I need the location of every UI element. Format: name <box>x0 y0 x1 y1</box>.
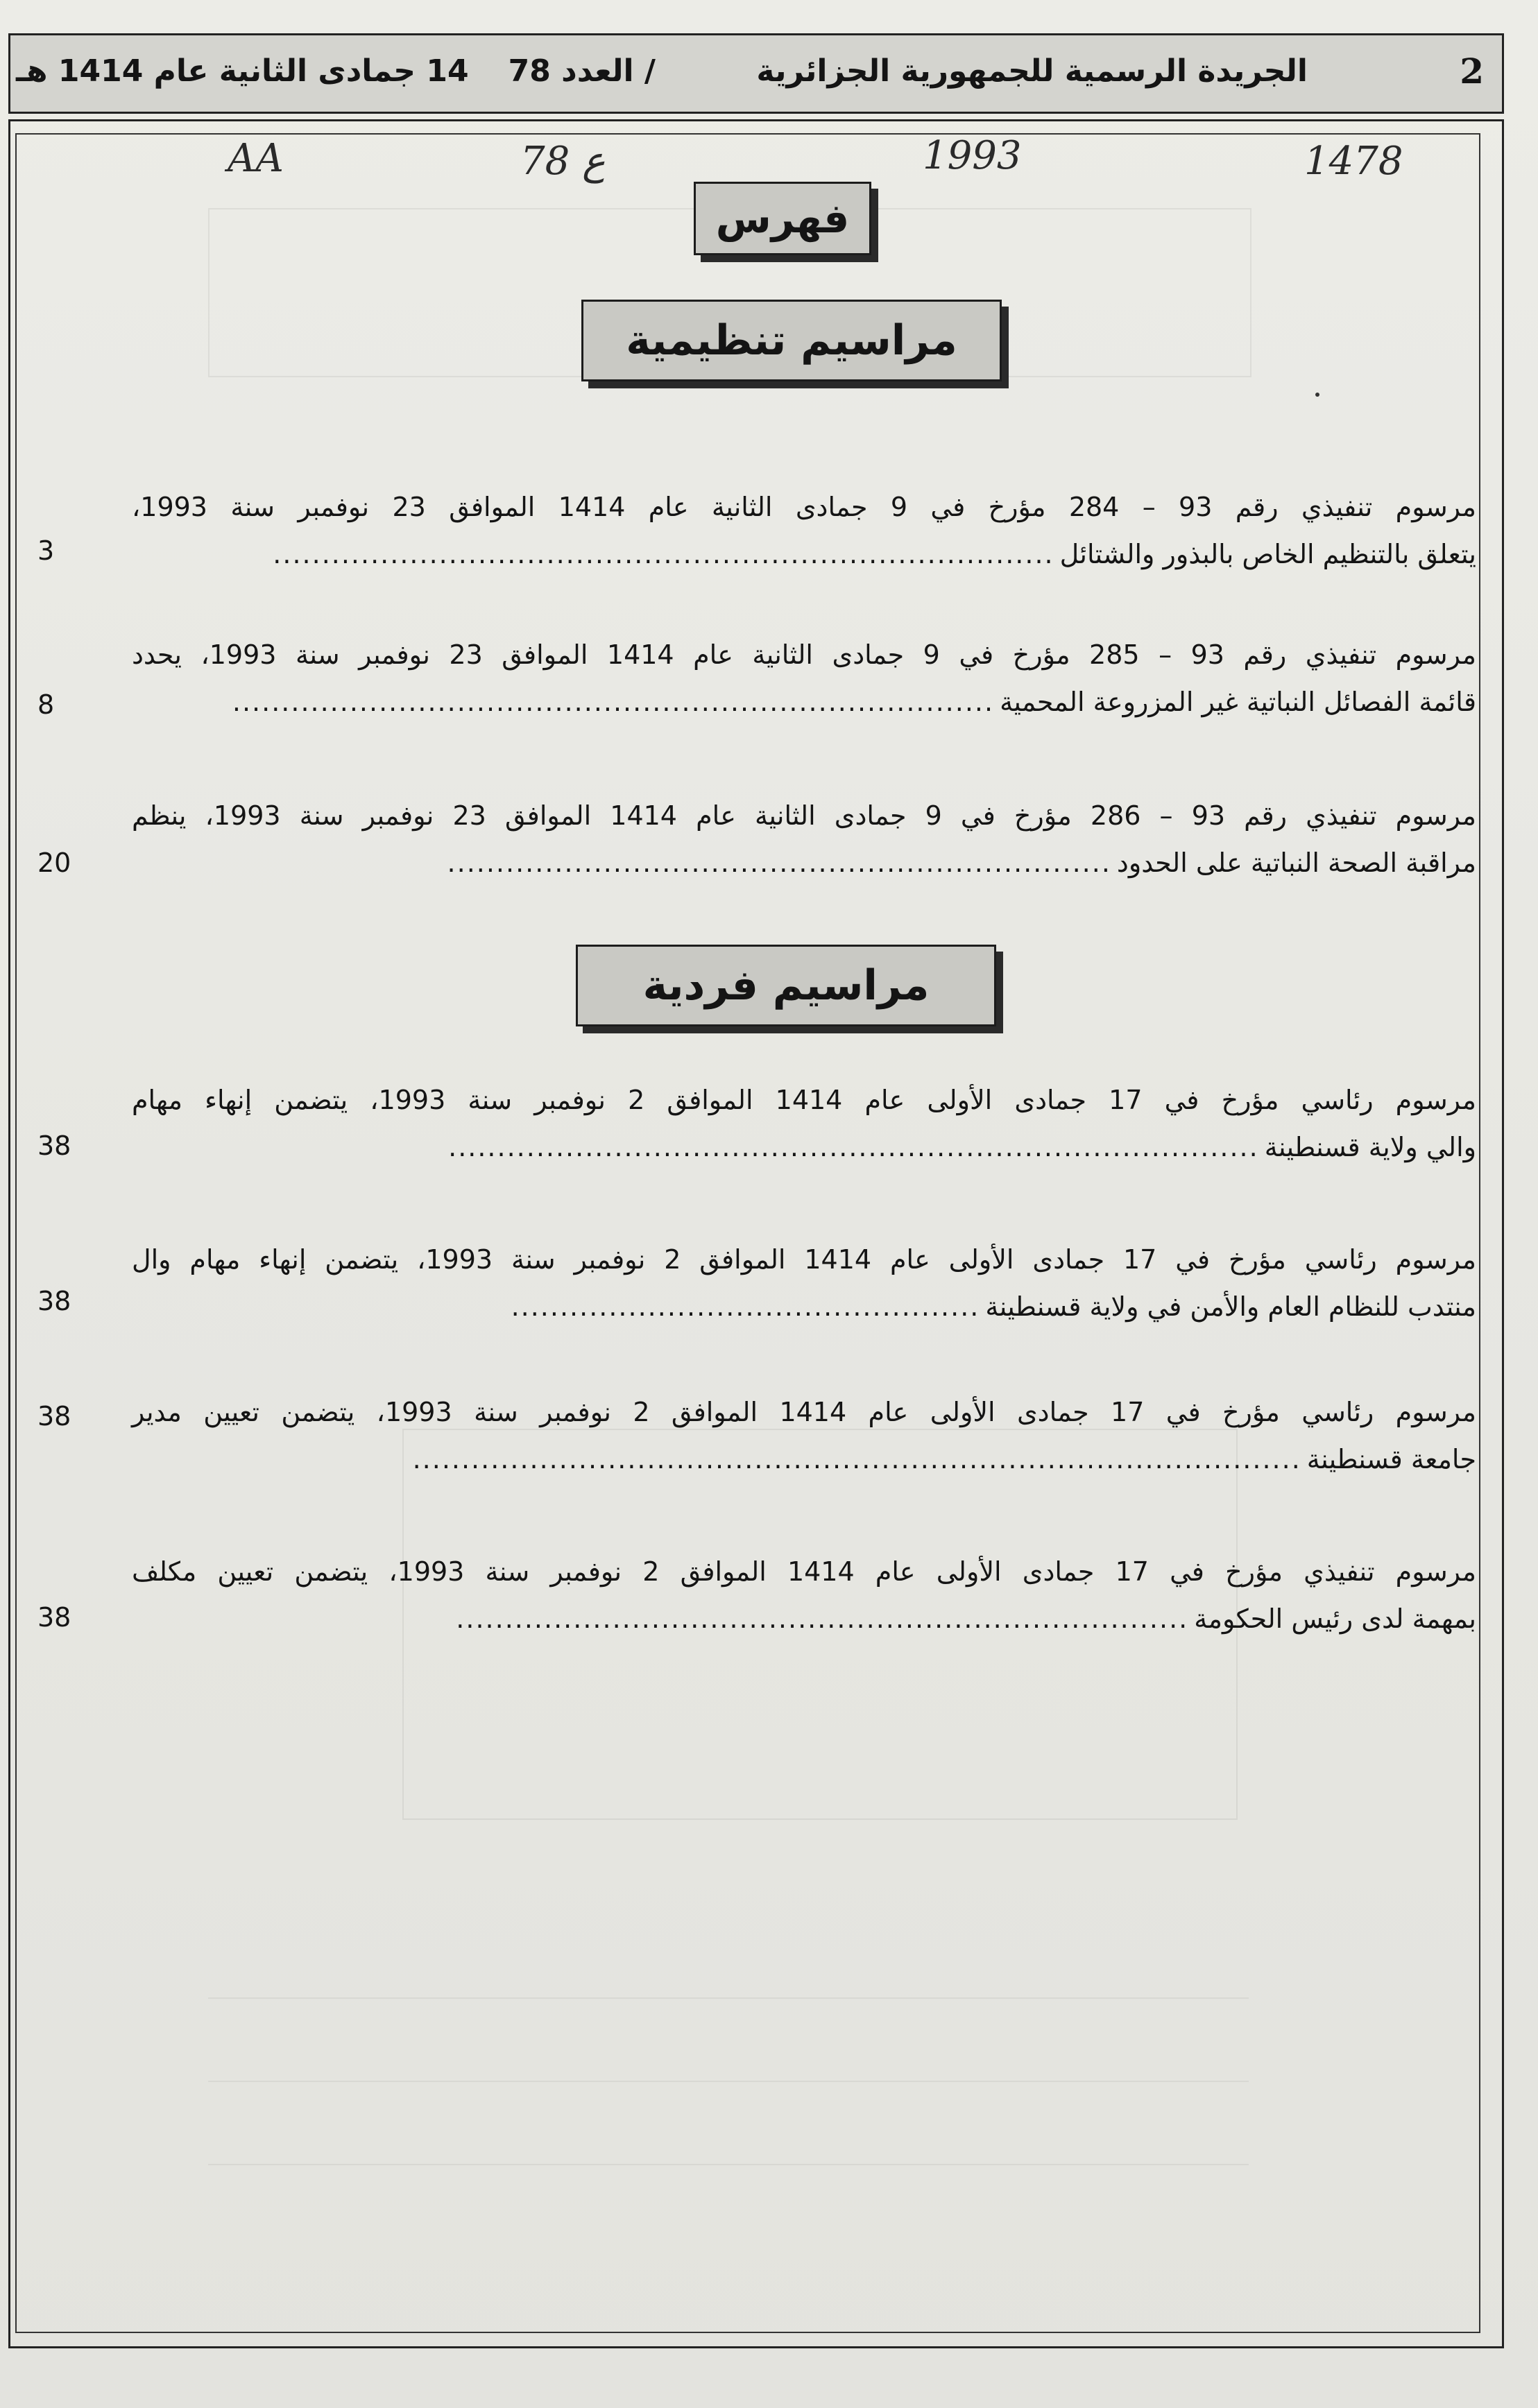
entry-title-line2: بمهمة لدى رئيس الحكومة <box>1194 1603 1476 1634</box>
entry-title-line2: جامعة قسنطينة <box>1306 1444 1476 1474</box>
handwritten-note: 1993 <box>923 133 1022 178</box>
leader-dots: ........................................................................... <box>456 1603 1189 1634</box>
hijri-date: 14 جمادى الثانية عام 1414 هـ <box>16 53 469 89</box>
entry-title-line2: مراقبة الصحة النباتية على الحدود <box>1116 848 1476 878</box>
issue-number: / العدد 78 <box>508 53 656 89</box>
entry-page: 8 <box>37 689 55 720</box>
toc-entry[interactable] <box>132 1394 1476 1477</box>
page-number: 2 <box>1460 51 1484 92</box>
entry-title-line2: منتدب للنظام العام والأمن في ولاية قسنطينة <box>985 1291 1476 1322</box>
journal-title: الجريدة الرسمية للجمهورية الجزائرية <box>756 53 1308 89</box>
toc-entry[interactable] <box>132 637 1476 720</box>
toc-entry[interactable] <box>132 1082 1476 1165</box>
leader-dots: .............................................................................. <box>232 687 995 717</box>
leader-dots: ........................................................................................... <box>412 1444 1301 1474</box>
entry-title-line1: مرسوم تنفيذي رقم 93 – 284 مؤرخ في 9 جمادى الثانية عام 1414 الموافق 23 نوفمبر سنة 1993، <box>132 492 1476 522</box>
regulatory-decrees-heading: مراسيم تنظيمية <box>581 300 1002 381</box>
handwritten-note: 1478 <box>1304 139 1403 184</box>
entry-page: 38 <box>37 1602 71 1633</box>
entry-title-line1: مرسوم تنفيذي مؤرخ في 17 جمادى الأولى عام 1414 الموافق 2 نوفمبر سنة 1993، يتضمن تعيين مكلف <box>132 1556 1476 1587</box>
entry-page: 38 <box>37 1286 71 1316</box>
toc-entry[interactable] <box>132 489 1476 572</box>
entry-title-line1: مرسوم رئاسي مؤرخ في 17 جمادى الأولى عام 1414 الموافق 2 نوفمبر سنة 1993، يتضمن تعيين مدير <box>132 1397 1476 1427</box>
entry-page: 3 <box>37 535 55 566</box>
entry-title-line2: والي ولاية قسنطينة <box>1264 1132 1476 1162</box>
entry-title-line1: مرسوم رئاسي مؤرخ في 17 جمادى الأولى عام 1414 الموافق 2 نوفمبر سنة 1993، يتضمن إنهاء مهام وال <box>132 1244 1476 1275</box>
leader-dots: ................................................................................ <box>273 539 1054 569</box>
entry-title-line1: مرسوم رئاسي مؤرخ في 17 جمادى الأولى عام 1414 الموافق 2 نوفمبر سنة 1993، يتضمن إنهاء مهام <box>132 1085 1476 1115</box>
toc-entry[interactable] <box>132 1554 1476 1637</box>
entry-page: 38 <box>37 1130 71 1161</box>
entry-page: 38 <box>37 1401 71 1431</box>
entry-page: 20 <box>37 848 71 878</box>
index-heading: فهرس <box>694 182 871 255</box>
content-frame-inner <box>15 133 1480 2333</box>
individual-decrees-heading: مراسيم فردية <box>576 945 996 1026</box>
entry-title-line2: يتعلق بالتنظيم الخاص بالبذور والشتائل <box>1059 539 1476 569</box>
page-header <box>8 33 1504 114</box>
leader-dots: ................................................ <box>511 1291 980 1322</box>
entry-title-line2: قائمة الفصائل النباتية غير المزروعة المحمية <box>1000 687 1476 717</box>
entry-title-line1: مرسوم تنفيذي رقم 93 – 286 مؤرخ في 9 جمادى الثانية عام 1414 الموافق 23 نوفمبر سنة 1993، ينظم <box>132 800 1476 831</box>
handwritten-note: AA <box>228 136 284 181</box>
entry-title-line1: مرسوم تنفيذي رقم 93 – 285 مؤرخ في 9 جمادى الثانية عام 1414 الموافق 23 نوفمبر سنة 1993، يحدد <box>132 639 1476 670</box>
toc-entry[interactable] <box>132 798 1476 881</box>
toc-entry[interactable] <box>132 1241 1476 1325</box>
leader-dots: .................................................................... <box>447 848 1111 878</box>
leader-dots: ................................................................................... <box>448 1132 1259 1162</box>
handwritten-note: 78 ع <box>520 139 606 184</box>
speck <box>1315 393 1319 397</box>
